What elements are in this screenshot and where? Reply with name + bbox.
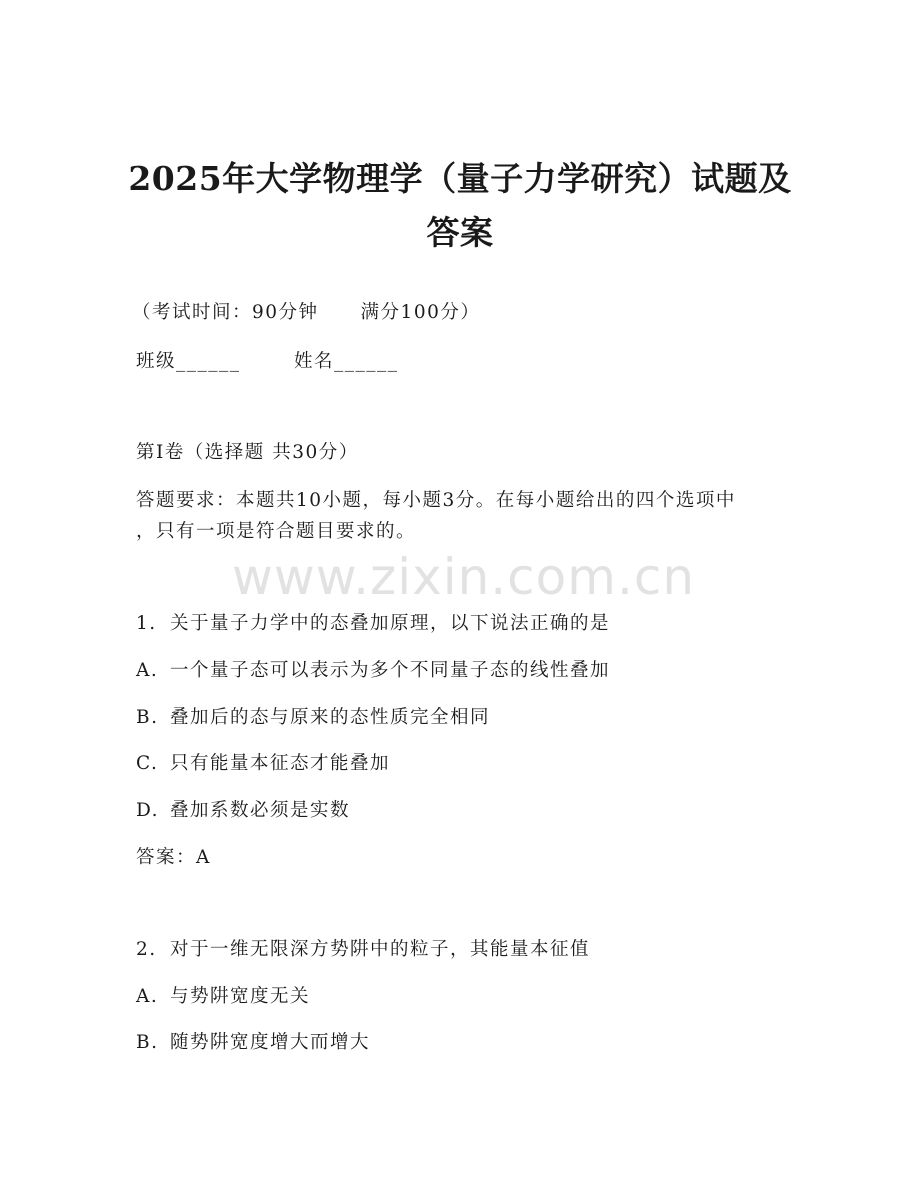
question-number: 2. <box>136 939 157 960</box>
option-label: B. <box>136 707 159 728</box>
option-label: A. <box>136 660 159 681</box>
option-label: D. <box>136 800 160 821</box>
option-text: 只有能量本征态才能叠加 <box>170 753 391 774</box>
exam-score: 满分100分） <box>360 302 481 323</box>
exam-time: （考试时间：90分钟 <box>132 302 319 323</box>
instructions-line-2: ，只有一项是符合题目要求的。 <box>136 521 417 542</box>
option-a <box>136 985 310 1009</box>
option-label: B. <box>136 1032 159 1053</box>
option-label: C. <box>136 753 159 774</box>
document-title: 2025年大学物理学（量子力学研究）试题及答案 <box>128 159 792 252</box>
option-text: 叠加系数必须是实数 <box>170 800 351 821</box>
question-text: 关于量子力学中的态叠加原理，以下说法正确的是 <box>170 613 611 634</box>
answer: 答案：A <box>136 847 211 868</box>
class-field: 班级______ <box>136 351 241 372</box>
question-stem <box>136 612 610 636</box>
option-text: 随势阱宽度增大而增大 <box>170 1032 371 1053</box>
exam-meta <box>132 301 480 325</box>
watermark: www.zixin.com.cn <box>232 548 696 606</box>
option-a <box>136 659 610 683</box>
option-c <box>136 752 390 776</box>
instructions-line-1: 答题要求：本题共10小题，每小题3分。在每小题给出的四个选项中 <box>136 490 736 511</box>
option-text: 与势阱宽度无关 <box>170 986 311 1007</box>
question-text: 对于一维无限深方势阱中的粒子，其能量本征值 <box>170 939 591 960</box>
name-field: 姓名______ <box>294 351 399 372</box>
question-stem <box>136 938 590 962</box>
question-number: 1. <box>136 613 157 634</box>
option-d <box>136 799 350 823</box>
option-b <box>136 706 490 730</box>
option-label: A. <box>136 986 159 1007</box>
option-text: 叠加后的态与原来的态性质完全相同 <box>170 707 491 728</box>
section-title: 第I卷（选择题 共30分） <box>136 442 359 463</box>
option-text: 一个量子态可以表示为多个不同量子态的线性叠加 <box>170 660 611 681</box>
option-b <box>136 1031 370 1055</box>
